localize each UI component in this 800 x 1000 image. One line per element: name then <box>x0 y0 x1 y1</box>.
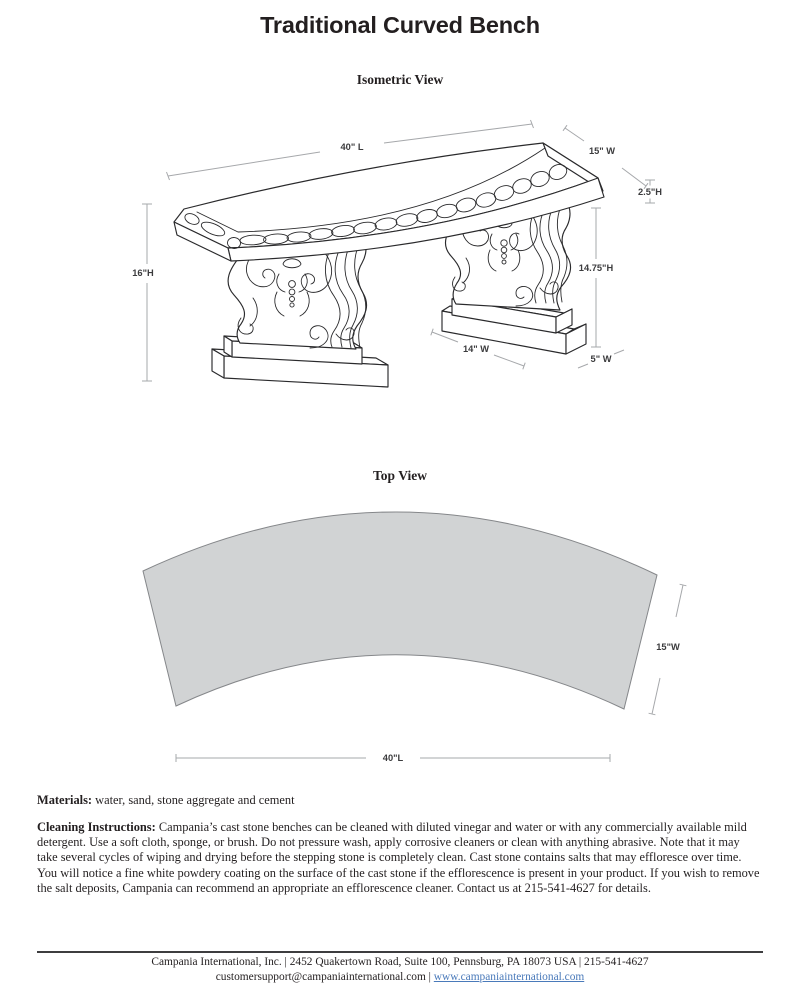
materials-line <box>37 793 763 808</box>
iso-dim-leg-height-label: 14.75"H <box>578 263 614 273</box>
iso-dim-base-width-label: 14" W <box>462 344 490 354</box>
top-dim-width-label: 15"W <box>656 642 680 652</box>
bench-left-leg <box>212 241 388 387</box>
iso-dim-width-label: 15" W <box>588 146 616 156</box>
footer-divider <box>37 951 763 953</box>
top-dim-length-label: 40"L <box>382 753 404 763</box>
iso-dim-overall-height-label: 16"H <box>132 268 154 278</box>
cleaning-instructions-text: Campania’s cast stone benches can be cleaned with diluted vinegar and water or with any commercially available mild detergent. Use a soft cloth, sponge, or brush. Do not pressure wash, apply corrosive cleaners or clean with anything abrasive. Note that it may take several cycles of wiping and drying before the stepping stone is completely clean. Cast stone contains salts that may effloresce over time. You will notice a fine white powdery coating on the surface of the cast stone if the efflorescence is present in your product. If you wish to remove the salt deposits, Campania can recommend an appropriate an efflorescence cleaner. Contact us at 215-541-4627 for details. <box>37 820 760 895</box>
footer <box>0 955 800 984</box>
page-title: Traditional Curved Bench <box>260 12 540 38</box>
footer-email: customersupport@campaniainternational.com <box>215 970 426 983</box>
top-view-drawing <box>110 495 710 775</box>
iso-dim-base-depth-label: 5" W <box>590 354 612 364</box>
isometric-view-drawing <box>110 95 690 425</box>
iso-dim-thickness-label: 2.5"H <box>637 187 663 197</box>
cleaning-instructions <box>37 820 763 896</box>
iso-dim-length-label: 40" L <box>340 142 364 152</box>
top-view-bench-outline <box>143 512 657 709</box>
materials-label: Materials: <box>37 793 93 807</box>
footer-separator: | <box>425 970 434 983</box>
footer-contact-line <box>0 970 800 985</box>
cleaning-instructions-label: Cleaning Instructions: <box>37 820 156 834</box>
footer-website-link[interactable]: www.campaniainternational.com <box>433 970 585 983</box>
top-view-heading: Top View <box>373 468 427 483</box>
isometric-view-heading: Isometric View <box>356 72 444 87</box>
materials-text: water, sand, stone aggregate and cement <box>92 793 295 807</box>
footer-address-line: Campania International, Inc. | 2452 Quakertown Road, Suite 100, Pennsburg, PA 18073 USA | 215-541-4627 <box>151 956 649 968</box>
